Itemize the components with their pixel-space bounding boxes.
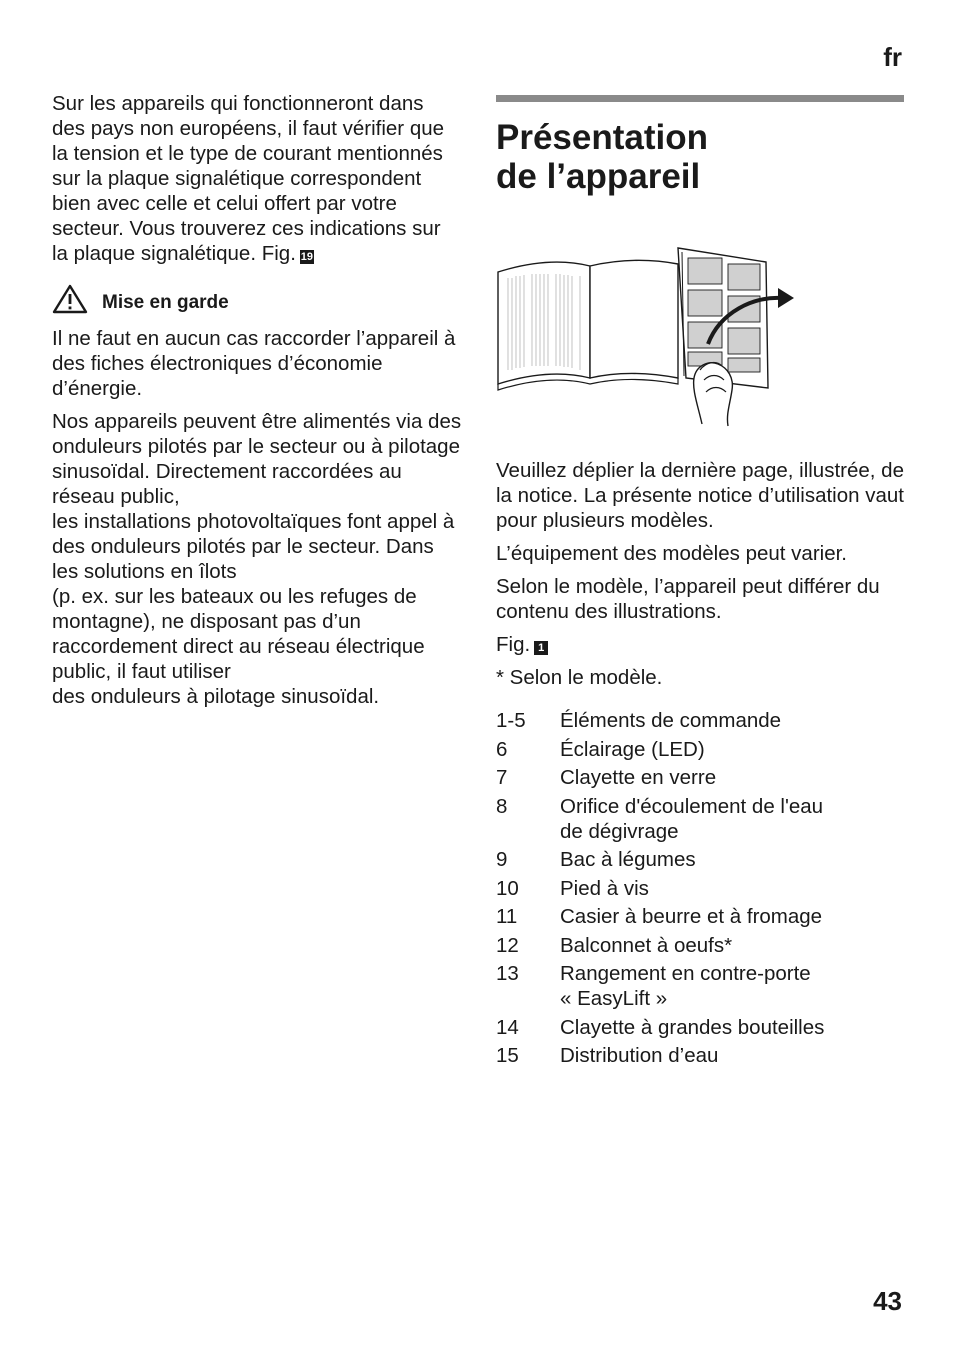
item-label: Orifice d'écoulement de l'eau de dégivrage [560,794,824,843]
list-item [496,765,904,790]
list-item [496,737,904,762]
item-label: Éclairage (LED) [560,737,705,761]
warning-triangle-icon [52,284,88,314]
language-marker: fr [883,42,902,72]
item-number: 13 [496,962,519,985]
item-number: 6 [496,737,508,761]
item-label: Clayette en verre [560,766,717,789]
item-number: 1-5 [496,709,526,732]
warning-heading [52,284,462,314]
unfold-paragraph: Veuillez déplier la dernière page, illustrée, de la notice. La présente notice d’utilisation vaut pour plusieurs modèles. [496,459,904,532]
voltage-text: Sur les appareils qui fonctionneront dans des pays non européens, il faut vérifier que la tension et le type de courant mentionnés sur la plaque signalétique correspondent bien avec celle et celui offert par votre secteur. Vous trouverez ces indications sur la plaque signalétique. Fig. [52,92,445,265]
item-label: Balconnet à oeufs* [560,933,733,957]
list-item [496,1043,904,1068]
unfold-page-illustration [496,238,798,430]
item-label: Rangement en contre-porte « EasyLift » [560,962,811,1010]
figure-reference [496,632,904,657]
right-column [496,95,904,1072]
item-number: 8 [496,794,508,818]
item-number: 15 [496,1044,519,1067]
figure-label: Fig. [496,633,531,656]
item-number: 14 [496,1015,519,1039]
item-number: 9 [496,848,508,871]
section-title: Présentation de l’appareil [496,118,708,196]
list-item [496,904,904,929]
list-item [496,794,904,844]
model-note: * Selon le modèle. [496,666,663,689]
item-number: 10 [496,876,519,900]
item-label: Bac à légumes [560,848,696,871]
item-number: 12 [496,933,519,957]
list-item [496,961,904,1011]
equipment-paragraph: L’équipement des modèles peut varier. [496,542,848,565]
model-paragraph: Selon le modèle, l’appareil peut différer du contenu des illustrations. [496,575,880,623]
item-number: 7 [496,766,508,789]
left-column [52,91,462,717]
inverter-paragraph: Nos appareils peuvent être alimentés via des onduleurs pilotés par le secteur ou à pilotage sinusoïdal. Directement raccordées au réseau public, les installations photovoltaïques font appel à des onduleurs pilotés par le secteur. Dans les solutions en îlots (p. ex. sur les bateaux ou les refuges de montagne), ne disposant pas d’un raccordement direct au réseau électrique public, il faut utiliser des onduleurs à pilotage sinusoïdal. [52,410,462,708]
warning-text: Il ne faut en aucun cas raccorder l’appareil à des fiches électroniques d’économie d’énergie. [52,327,456,400]
list-item [496,708,904,733]
page-number: 43 [873,1286,902,1316]
item-label: Casier à beurre et à fromage [560,905,823,928]
warning-title: Mise en garde [102,292,229,313]
figure-number-badge: 1 [534,641,548,655]
voltage-paragraph [52,91,462,266]
item-label: Éléments de commande [560,709,782,732]
list-item [496,1015,904,1040]
item-label: Clayette à grandes bouteilles [560,1015,825,1039]
item-label: Distribution d’eau [560,1044,719,1067]
item-label: Pied à vis [560,876,649,900]
list-item [496,847,904,872]
figure-ref-badge: 19 [300,251,314,263]
component-list [496,708,904,1068]
item-number: 11 [496,905,518,928]
list-item [496,933,904,958]
list-item [496,876,904,901]
section-rule [496,95,904,102]
